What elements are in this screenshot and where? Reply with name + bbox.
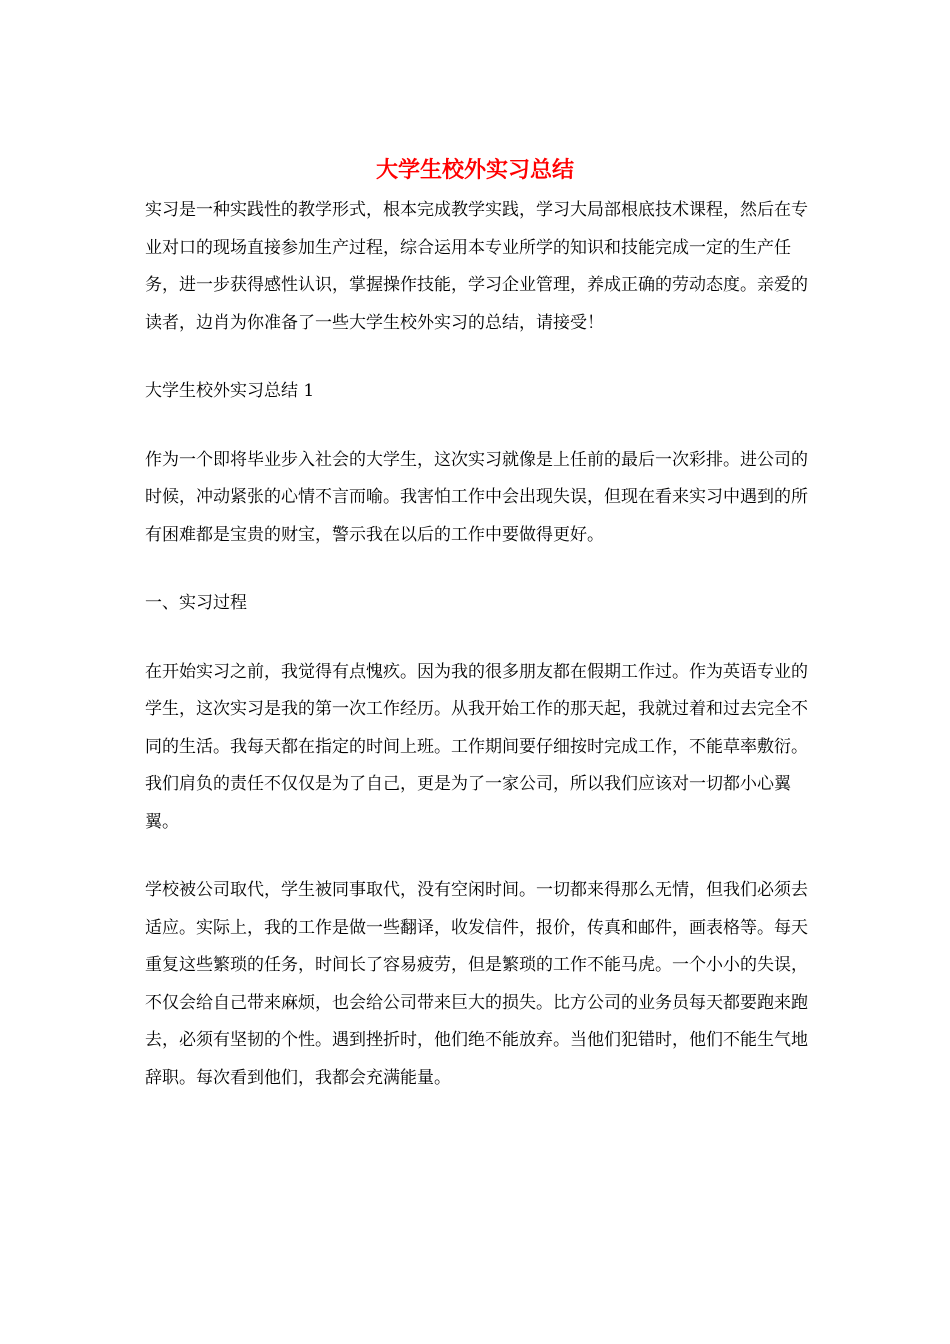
intro-paragraph: 实习是一种实践性的教学形式，根本完成教学实践，学习大局部根底技术课程，然后在专业对口的现场直接参加生产过程，综合运用本专业所学的知识和技能完成一定的生产任务，进一步获得感性认识，掌握操作技能，学习企业管理，养成正确的劳动态度。亲爱的读者，边肖为你准备了一些大学生校外实习的总结，请接受！ [145,200,808,333]
section-heading: 大学生校外实习总结 1 [145,381,315,401]
body-paragraph: 作为一个即将毕业步入社会的大学生，这次实习就像是上任前的最后一次彩排。进公司的时候，冲动紧张的心情不言而喻。我害怕工作中会出现失误，但现在看来实习中遇到的所有困难都是宝贵的财宝，警示我在以后的工作中要做得更好。 [145,449,808,545]
subsection-heading: 一、实习过程 [145,593,247,613]
body-paragraph: 在开始实习之前，我觉得有点愧疚。因为我的很多朋友都在假期工作过。作为英语专业的学生，这次实习是我的第一次工作经历。从我开始工作的那天起，我就过着和过去完全不同的生活。我每天都在指定的时间上班。工作期间要仔细按时完成工作，不能草率敷衍。我们肩负的责任不仅仅是为了自己，更是为了一家公司，所以我们应该对一切都小心翼翼。 [145,661,808,832]
document-body [145,192,815,1097]
document-title: 大学生校外实习总结 [375,157,574,183]
body-paragraph: 学校被公司取代，学生被同事取代，没有空闲时间。一切都来得那么无情，但我们必须去适应。实际上，我的工作是做一些翻译，收发信件，报价，传真和邮件，画表格等。每天重复这些繁琐的任务，时间长了容易疲劳，但是繁琐的工作不能马虎。一个小小的失误，不仅会给自己带来麻烦，也会给公司带来巨大的损失。比方公司的业务员每天都要跑来跑去，必须有坚韧的个性。遇到挫折时，他们绝不能放弃。当他们犯错时，他们不能生气地辞职。每次看到他们，我都会充满能量。 [145,880,808,1088]
